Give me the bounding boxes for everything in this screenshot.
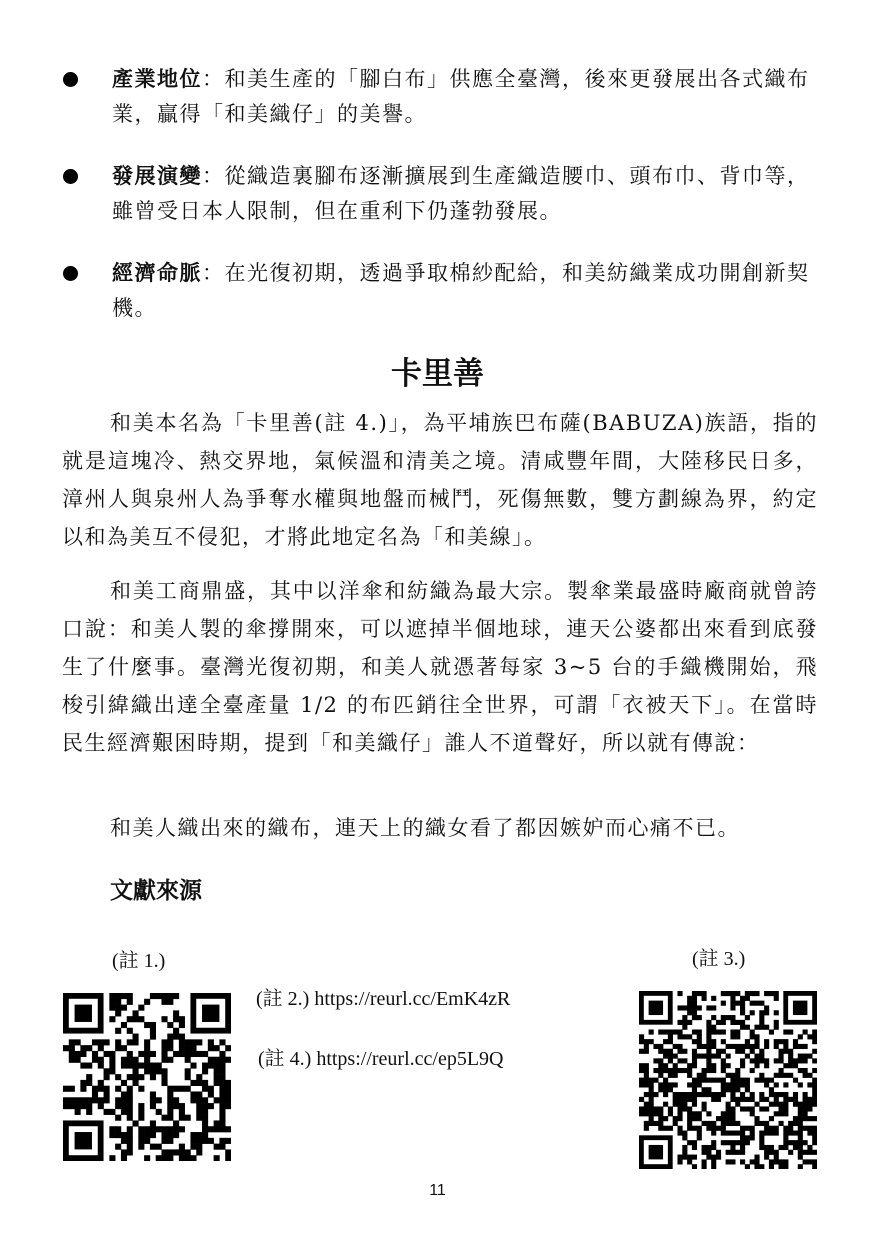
bullet-term: 經濟命脈 xyxy=(112,261,202,285)
sources-title: 文獻來源 xyxy=(110,878,202,904)
note-1-label: (註 1.) xyxy=(112,950,166,972)
bullet-dot xyxy=(63,72,78,87)
paragraph-karisan: 和美本名為「卡里善(註 4.)」，為平埔族巴布薩(BABUZA)族語，指的就是這塊冷、熱交界地，氣候溫和清美之境。清咸豐年間，大陸移民日多，漳州人與泉州人為爭奪水權與地盤而械鬥，死傷無數，雙方劃線為界，約定以和為美互不侵犯，才將此地定名為「和美線」。 xyxy=(62,411,818,549)
bullet-dot xyxy=(63,169,78,184)
bullet-item-industry-position xyxy=(60,62,820,132)
qr-code-note-3[interactable] xyxy=(639,991,817,1173)
bullet-item-development xyxy=(60,159,820,229)
bullet-term: 產業地位 xyxy=(112,67,202,91)
bullet-text: ：和美生產的「腳白布」供應全臺灣，後來更發展出各式織布業，贏得「和美織仔」的美譽。 xyxy=(112,67,810,126)
bullet-dot xyxy=(63,266,78,281)
note-2-link[interactable]: (註 2.) https://reurl.cc/EmK4zR xyxy=(256,988,511,1010)
paragraph-industry: 和美工商鼎盛，其中以洋傘和紡織為最大宗。製傘業最盛時廠商就曾誇口說：和美人製的傘撐開來，可以遮掉半個地球，連天公婆都出來看到底發生了什麼事。臺灣光復初期，和美人就憑著每家 3~5 台的手織機開始，飛梭引緯織出達全臺產量 1/2 的布匹銷往全世界，可謂「衣被天下」。在當時民生經濟艱困時期，提到「和美織仔」誰人不道聲好，所以就有傳說： xyxy=(62,579,818,755)
bullet-text: ：在光復初期，透過爭取棉紗配給，和美紡織業成功開創新契機。 xyxy=(112,261,810,320)
bullet-item-economic-lifeline xyxy=(60,256,820,326)
section-title: 卡里善 xyxy=(391,356,484,392)
page-number: 11 xyxy=(429,1182,446,1199)
bullet-text: ：從織造裏腳布逐漸擴展到生產織造腰巾、頭布巾、背巾等，雖曾受日本人限制，但在重利下仍蓬勃發展。 xyxy=(112,164,810,223)
bullet-term: 發展演變 xyxy=(112,164,202,188)
legend-quote: 和美人織出來的織布，連天上的織女看了都因嫉妒而心痛不已。 xyxy=(110,816,740,840)
note-3-label: (註 3.) xyxy=(692,948,746,970)
note-4-link[interactable]: (註 4.) https://reurl.cc/ep5L9Q xyxy=(258,1048,504,1070)
qr-code-note-1[interactable] xyxy=(63,993,231,1165)
